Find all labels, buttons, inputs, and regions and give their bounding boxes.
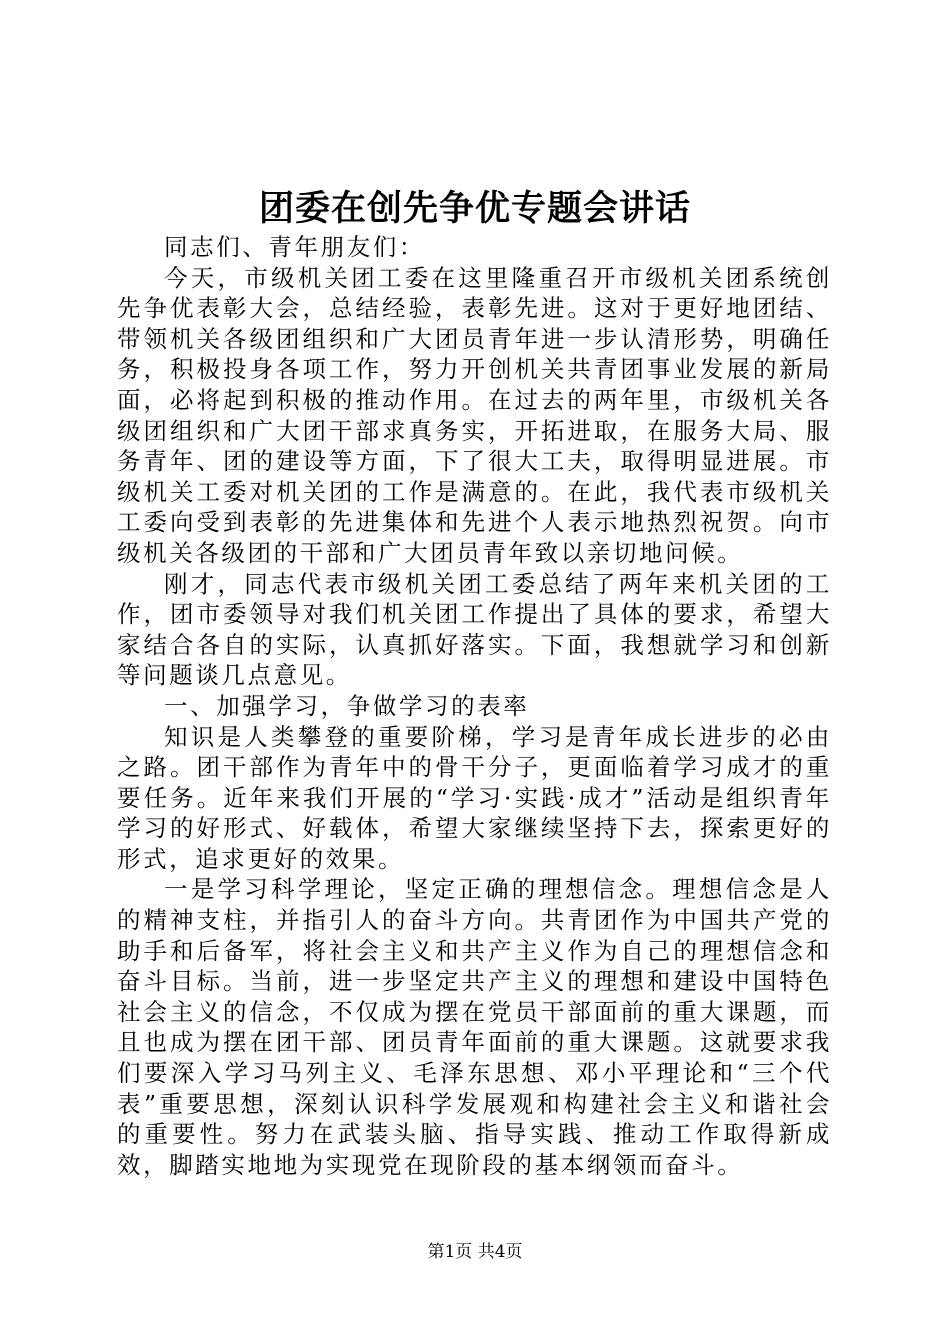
- paragraph-transition: 刚才，同志代表市级机关团工委总结了两年来机关团的工作，团市委领导对我们机关团工作提出了具体的要求，希望大家结合各自的实际，认真抓好落实。下面，我想就学习和创新等问题谈几点意见。: [117, 569, 832, 690]
- document-title: 团委在创先争优专题会讲话: [258, 188, 691, 229]
- paragraph-theory: 一是学习科学理论，坚定正确的理想信念。理想信念是人的精神支柱，并指引人的奋斗方向。共青团作为中国共产党的助手和后备军，将社会主义和共产主义作为自己的理想信念和奋斗目标。当前，进一步坚定共产主义的理想和建设中国特色社会主义的信念，不仅成为摆在党员干部面前的重大课题，而且也成为摆在团干部、团员青年面前的重大课题。这就要求我们要深入学习马列主义、毛泽东思想、邓小平理论和“三个代表”重要思想，深刻认识科学发展观和构建社会主义和谐社会的重要性。努力在武装头脑、指导实践、推动工作取得新成效，脚踏实地地为实现党在现阶段的基本纲领而奋斗。: [117, 875, 832, 1179]
- paragraph-salutation: 同志们、青年朋友们：: [164, 233, 425, 261]
- paragraph-opening: 今天，市级机关团工委在这里隆重召开市级机关团系统创先争优表彰大会，总结经验，表彰先进。这对于更好地团结、带领机关各级团组织和广大团员青年进一步认清形势，明确任务，积极投身各项工作，努力开创机关共青团事业发展的新局面，必将起到积极的推动作用。在过去的两年里，市级机关各级团组织和广大团干部求真务实，开拓进取，在服务大局、服务青年、团的建设等方面，下了很大工夫，取得明显进展。市级机关工委对机关团的工作是满意的。在此，我代表市级机关工委向受到表彰的先进集体和先进个人表示地热烈祝贺。向市级机关各级团的干部和广大团员青年致以亲切地问候。: [117, 263, 832, 567]
- section-heading-1: 一、加强学习，争做学习的表率: [164, 691, 530, 720]
- page-number: 第1页 共4页: [427, 1242, 523, 1262]
- paragraph-learning: 知识是人类攀登的重要阶梯，学习是青年成长进步的必由之路。团干部作为青年中的骨干分子，更面临着学习成才的重要任务。近年来我们开展的“学习·实践·成才”活动是组织青年学习的好形式、好载体，希望大家继续坚持下去，探索更好的形式，追求更好的效果。: [117, 722, 832, 873]
- document-body: [117, 232, 832, 1180]
